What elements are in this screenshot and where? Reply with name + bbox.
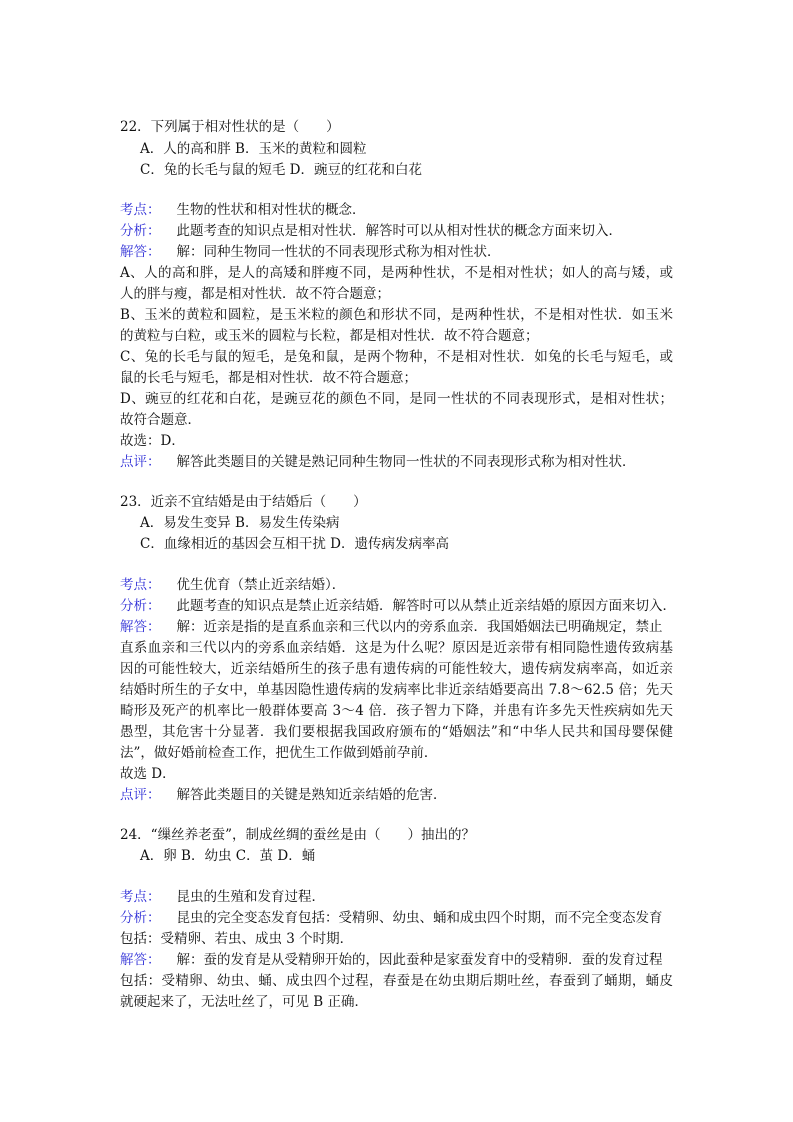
q23-jieda-line: 结婚时所生的子女中，单基因隐性遗传病的发病率比非近亲结婚要高出 7.8～62.5 倍；先天 — [120, 682, 673, 698]
q22-options-row1: A．人的高和胖 B．玉米的黄粒和圆粒 — [140, 141, 367, 157]
q24-kaodian — [120, 887, 325, 907]
dianping-label: 点评： — [120, 454, 161, 470]
fenxi-label: 分析： — [120, 223, 161, 239]
q22-jieda-line: 人的胖与瘦，都是相对性状．故不符合题意； — [120, 286, 390, 302]
q22-jieda-line: C、兔的长毛与鼠的短毛，是兔和鼠，是两个物种，不是相对性状．如兔的长毛与短毛，或 — [120, 349, 673, 365]
kaodian-text: 优生优育（禁止近亲结婚）． — [176, 577, 346, 593]
kaodian-text: 生物的性状和相对性状的概念． — [176, 202, 366, 218]
q23-answer: 故选 D． — [120, 766, 176, 782]
q24-jieda-line: 包括：受精卵、幼虫、蛹、成虫四个过程，春蚕是在幼虫期后期吐丝，春蚕到了蛹期，蛹皮 — [120, 973, 673, 989]
q23-kaodian — [120, 575, 345, 595]
dianping-text: 解答此类题目的关键是熟知近亲结婚的危害． — [176, 787, 447, 803]
q23-jieda-line: 法”，做好婚前检查工作，把优生工作做到婚前孕前． — [120, 745, 438, 761]
fenxi-text: 昆虫的完全变态发育包括：受精卵、幼虫、蛹和成虫四个时期，而不完全变态发育 — [176, 910, 663, 926]
dianping-label: 点评： — [120, 787, 161, 803]
q22-stem: 22．下列属于相对性状的是（ ） — [120, 119, 340, 135]
q22-jieda-line: 故符合题意． — [120, 412, 201, 428]
jieda-label: 解答： — [120, 244, 161, 260]
q23-jieda-line: 愚型，其危害十分显著．我们要根据我国政府颁布的“婚姻法”和“中华人民共和国母婴保健 — [120, 724, 673, 740]
fenxi-text: 此题考查的知识点是禁止近亲结婚．解答时可以从禁止近亲结婚的原因方面来切入． — [176, 598, 676, 614]
kaodian-label: 考点： — [120, 577, 161, 593]
q24-jieda — [120, 950, 663, 970]
q22-jieda-line: 鼠的长毛与短毛，都是相对性状．故不符合题意； — [120, 370, 417, 386]
q22-fenxi — [120, 221, 622, 241]
q22-jieda-line: D、豌豆的红花和白花，是豌豆花的颜色不同，是同一性状的不同表现形式，是相对性状； — [120, 391, 673, 407]
q22-kaodian — [120, 200, 366, 220]
fenxi-text: 此题考查的知识点是相对性状．解答时可以从相对性状的概念方面来切入． — [176, 223, 622, 239]
jieda-text: 解：近亲是指的是直系血亲和三代以内的旁系血亲．我国婚姻法已明确规定，禁止 — [176, 619, 663, 635]
q23-options-row2: C．血缘相近的基因会互相干扰 D．遗传病发病率高 — [140, 536, 449, 552]
q24-fenxi — [120, 908, 663, 928]
q23-jieda-line: 畸形及死产的机率比一般群体要高 3～4 倍．孩子智力下降，并患有许多先天性疾病如先天 — [120, 703, 673, 719]
q22-jieda — [120, 242, 501, 262]
q24-fenxi-line: 包括：受精卵、若虫、成虫 3 个时期． — [120, 931, 354, 947]
q23-fenxi — [120, 596, 676, 616]
fenxi-label: 分析： — [120, 598, 161, 614]
q23-jieda — [120, 617, 663, 637]
jieda-text: 解：同种生物同一性状的不同表现形式称为相对性状． — [176, 244, 501, 260]
q22-jieda-line: B、玉米的黄粒和圆粒，是玉米粒的颜色和形状不同，是两种性状，不是相对性状．如玉米 — [120, 307, 673, 323]
kaodian-text: 昆虫的生殖和发育过程． — [176, 889, 325, 905]
q23-jieda-line: 因的可能性较大，近亲结婚所生的孩子患有遗传病的可能性较大，遗传病发病率高，如近亲 — [120, 661, 673, 677]
q22-jieda-line: 的黄粒与白粒，或玉米的圆粒与长粒，都是相对性状．故不符合题意； — [120, 328, 539, 344]
jieda-label: 解答： — [120, 619, 161, 635]
q23-stem: 23．近亲不宜结婚是由于结婚后（ ） — [120, 494, 367, 510]
q22-options-row2: C．兔的长毛与鼠的短毛 D．豌豆的红花和白花 — [140, 162, 422, 178]
q23-options-row1: A．易发生变异 B．易发生传染病 — [140, 515, 340, 531]
fenxi-label: 分析： — [120, 910, 161, 926]
kaodian-label: 考点： — [120, 202, 161, 218]
q24-jieda-line: 就硬起来了，无法吐丝了，可见 B 正确． — [120, 994, 369, 1010]
q24-stem: 24．“缫丝养老蚕”，制成丝绸的蚕丝是由（ ）抽出的？ — [120, 827, 475, 843]
q22-answer: 故选：D． — [120, 433, 185, 449]
jieda-text: 解：蚕的发育是从受精卵开始的，因此蚕种是家蚕发育中的受精卵．蚕的发育过程 — [176, 952, 663, 968]
jieda-label: 解答： — [120, 952, 161, 968]
q23-jieda-line: 直系血亲和三代以内的旁系血亲结婚．这是为什么呢？原因是近亲带有相同隐性遗传致病基 — [120, 640, 673, 656]
q24-options-row1: A．卵 B．幼虫 C．茧 D．蛹 — [140, 848, 316, 864]
q22-jieda-line: A、人的高和胖，是人的高矮和胖瘦不同，是两种性状，不是相对性状；如人的高与矮，或 — [120, 265, 673, 281]
dianping-text: 解答此类题目的关键是熟记同种生物同一性状的不同表现形式称为相对性状． — [176, 454, 636, 470]
q22-dianping — [120, 452, 636, 472]
kaodian-label: 考点： — [120, 889, 161, 905]
q23-dianping — [120, 785, 447, 805]
